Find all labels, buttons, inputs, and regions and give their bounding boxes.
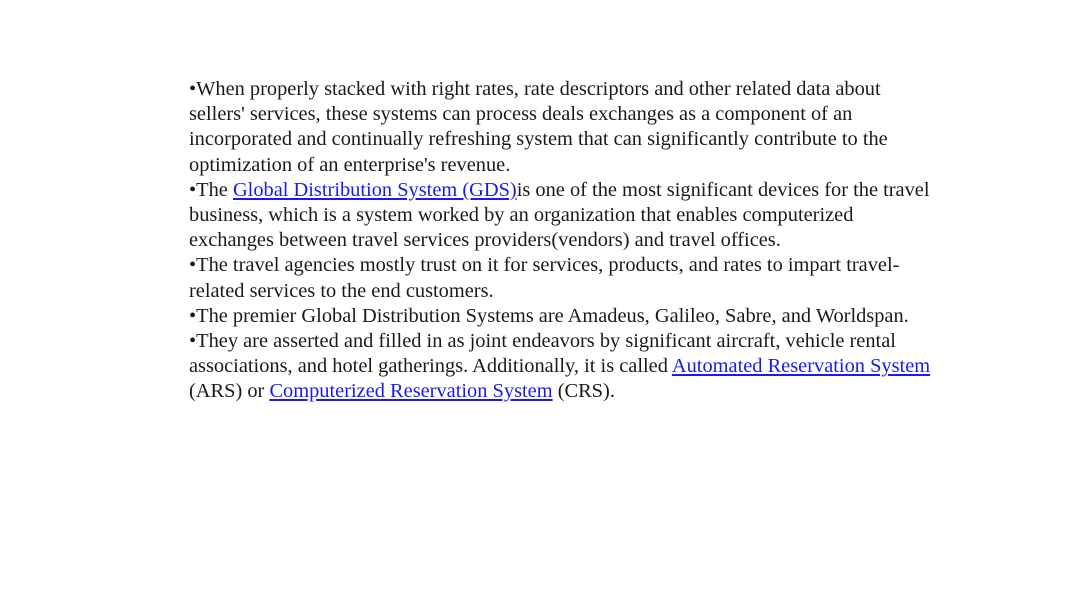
bullet-paragraph-gds bbox=[189, 178, 939, 254]
paragraph-text: •The premier Global Distribution Systems are Amadeus, Galileo, Sabre, and Worldspan. bbox=[189, 304, 909, 327]
bullet-paragraph-agencies bbox=[189, 253, 939, 303]
paragraph-text: •When properly stacked with right rates, rate descriptors and other related data about sellers' services, these systems can process deals exchanges as a component of an incorporated and continually refreshing system that can significantly contribute to the optimization of an enterprise's revenue. bbox=[189, 78, 888, 176]
computerized-reservation-system-link[interactable]: Computerized Reservation System bbox=[269, 380, 553, 403]
bullet-text-block bbox=[189, 77, 939, 405]
bullet-paragraph-joint-endeavors bbox=[189, 329, 939, 405]
paragraph-text: •The travel agencies mostly trust on it for services, products, and rates to impart travel-related services to the end customers. bbox=[189, 254, 900, 302]
bullet-paragraph-revenue bbox=[189, 77, 939, 178]
paragraph-text-before-link: •The bbox=[189, 178, 233, 201]
paragraph-text-between-links: (ARS) or bbox=[189, 380, 270, 403]
paragraph-text-before-link: •They are asserted and filled in as joint endeavors by significant aircraft, vehicle rental associations, and hotel gatherings. Additionally, it is called bbox=[189, 330, 896, 378]
automated-reservation-system-link[interactable]: Automated Reservation System bbox=[671, 355, 931, 378]
paragraph-text-after-link: is one of the most significant devices for the travel business, which is a system worked by an organization that enables computerized exchanges between travel services providers(vendors) and travel offices. bbox=[189, 178, 930, 252]
paragraph-text-after-link: (CRS). bbox=[552, 380, 615, 403]
bullet-paragraph-premier-systems bbox=[189, 304, 939, 329]
gds-link[interactable]: Global Distribution System (GDS) bbox=[232, 178, 517, 201]
